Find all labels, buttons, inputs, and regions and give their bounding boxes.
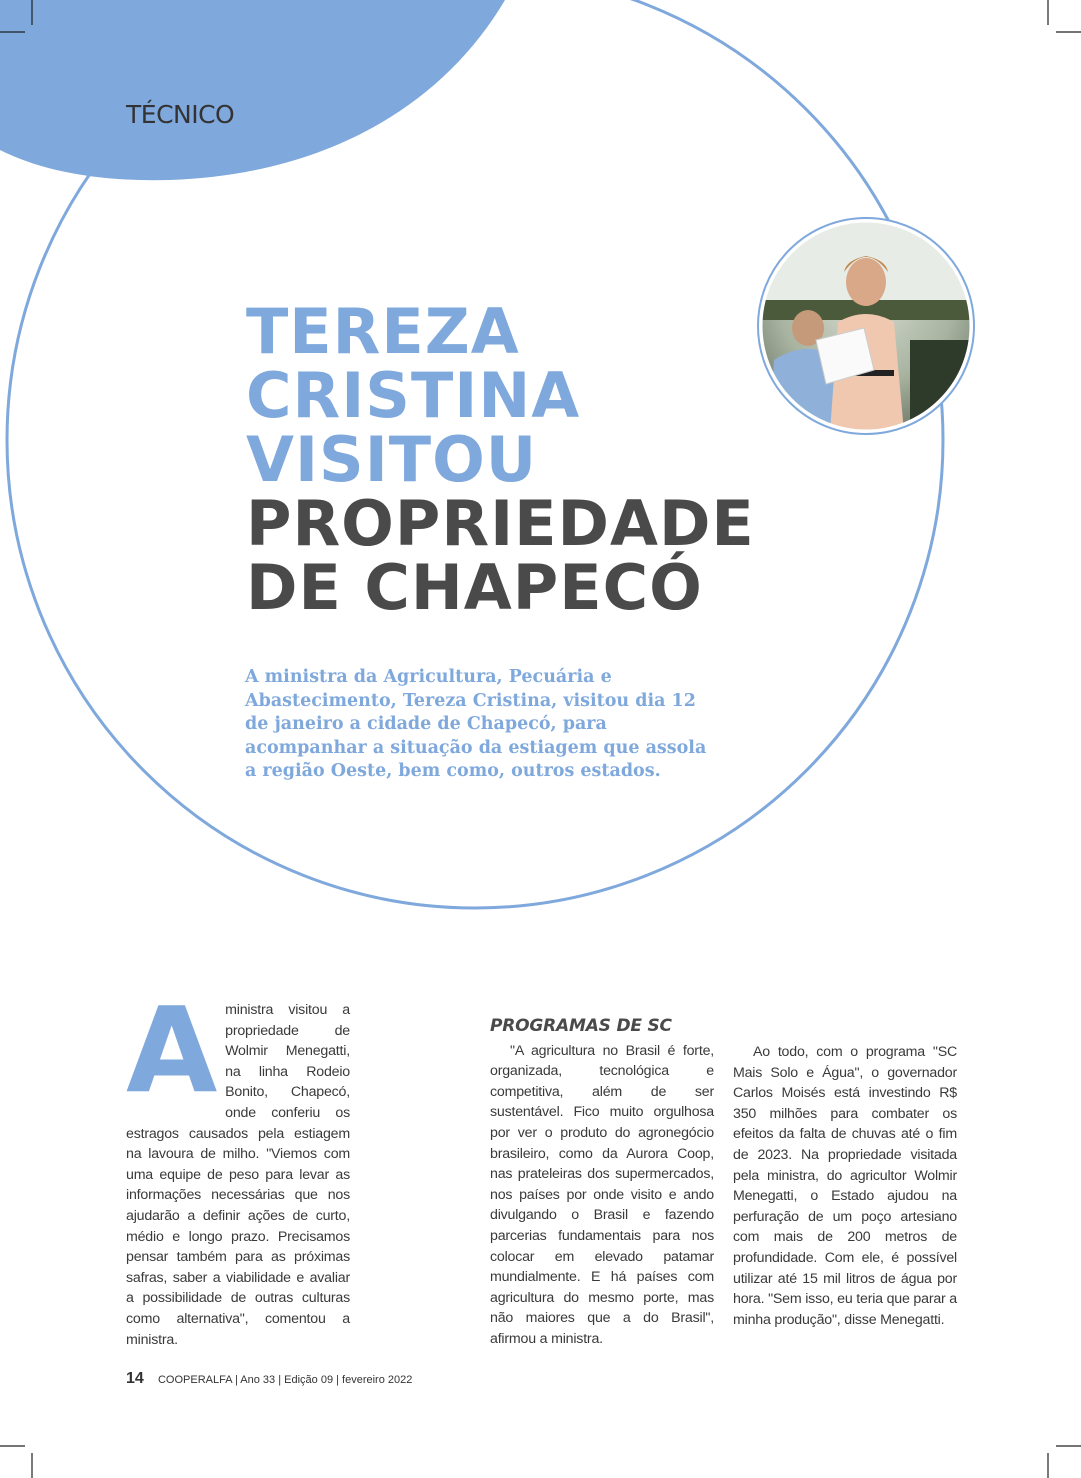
body-column-2 bbox=[490, 1016, 714, 1350]
column-2-text: "A agricultura no Brasil é forte, organizada, tecnológica e competitiva, além de ser sustentável. Fico muito orgulhosa por ver o produto do agronegócio brasileiro, como da Aurora Coop, nas prateleiras dos supermercados, nos países por onde visito e ando divulgando o Brasil e fazendo parcerias fundamentais para nos colocar em elevado patamar mundialmente. E há países com agricultura do mesmo porte, mas não maiores que a do Brasil", afirmou a ministra. bbox=[490, 1042, 714, 1347]
column-3-text: Ao todo, com o programa "SC Mais Solo e Água", o governador Carlos Moisés está investindo R$ 350 milhões para combater os efeitos da falta de chuvas até o fim de 2023. Na propriedade visitada pela ministra, do agricultor Wolmir Menegatti, o Estado ajudou na perfuração de um poço artesiano com mais de 200 metros de profundidade. Com ele, é possível utilizar até 15 mil litros de água por hora. "Sem isso, eu teria que parar a minha produção", disse Menegatti. bbox=[733, 1044, 957, 1328]
photo-ring bbox=[756, 216, 976, 436]
page-footer bbox=[126, 1370, 412, 1388]
title-line-3: VISITOU bbox=[246, 423, 538, 496]
article-title bbox=[246, 295, 755, 624]
column-1-text: ministra visitou a propriedade de Wolmir Menegatti, na linha Rodeio Bonito, Chapecó, onde conferiu os estragos causados pela estiagem na lavoura de milho. "Viemos com uma equipe de peso para levar as informações necessárias que nos ajudarão a definir ações de curto, médio e longo prazo. Precisamos pensar também para as próximas safras, saber a viabilidade e avaliar a possibilidade de outras culturas como alternativa", comentou a ministra. bbox=[126, 1002, 350, 1348]
subheading: PROGRAMAS DE SC bbox=[490, 1016, 672, 1036]
title-line-1: TEREZA bbox=[246, 295, 520, 368]
title-line-4: PROPRIEDADE bbox=[246, 487, 755, 560]
page-number: 14 bbox=[126, 1370, 144, 1387]
article-lead: A ministra da Agricultura, Pecuária e Abastecimento, Tereza Cristina, visitou dia 12 de janeiro a cidade de Chapecó, para acompanhar a situação da estiagem que assola a região Oeste, bem como, outros estados. bbox=[245, 667, 707, 781]
title-line-2: CRISTINA bbox=[246, 359, 581, 432]
drop-cap: A bbox=[126, 981, 218, 1119]
section-label: TÉCNICO bbox=[126, 100, 235, 129]
title-line-5: DE CHAPECÓ bbox=[246, 551, 703, 624]
body-column-3 bbox=[733, 1042, 957, 1330]
publication-info: COOPERALFA | Ano 33 | Edição 09 | fevereiro 2022 bbox=[157, 1374, 413, 1386]
body-column-1 bbox=[126, 981, 350, 1350]
